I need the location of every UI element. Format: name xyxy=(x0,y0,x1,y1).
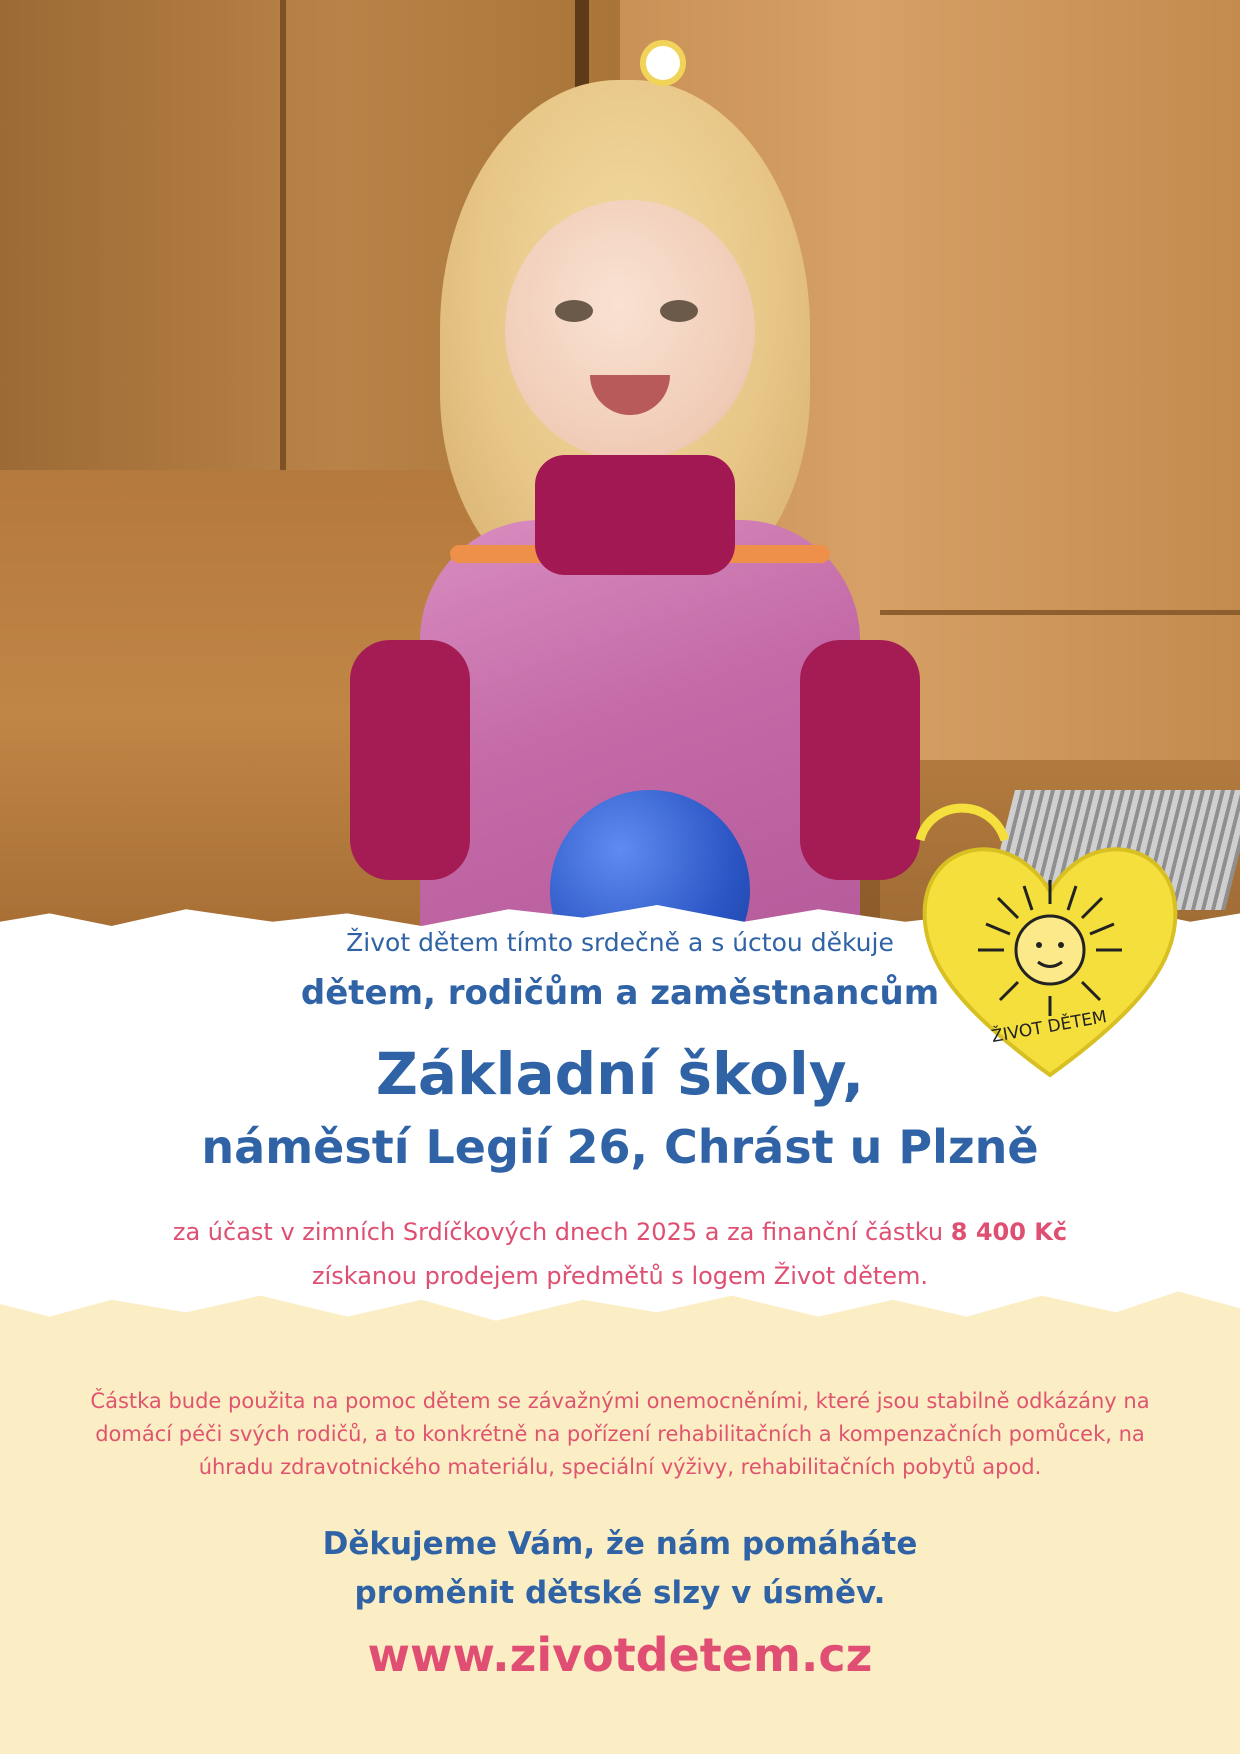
child-figure xyxy=(330,0,950,960)
closing-line-2: proměnit dětské slzy v úsměv. xyxy=(354,1575,886,1611)
closing-line-1: Děkujeme Vám, že nám pomáháte xyxy=(322,1526,918,1562)
logo-text: ŽIVOT DĚTEM xyxy=(989,1007,1109,1048)
thanks-line-1 xyxy=(0,1218,1240,1246)
recipients-text: dětem, rodičům a zaměstnancům xyxy=(300,973,940,1013)
school-address: náměstí Legií 26, Chrást u Plzně xyxy=(201,1120,1039,1174)
thanks-line-2: získanou prodejem předmětů s logem Život dětem. xyxy=(311,1262,929,1290)
child-sleeve-left xyxy=(350,640,470,880)
donation-amount: 8 400 Kč xyxy=(950,1218,1068,1246)
school-name: Základní školy, xyxy=(375,1040,865,1108)
thanks-prefix: za účast v zimních Srdíčkových dnech 2025 a za finanční částku xyxy=(172,1218,944,1246)
child-eye-right xyxy=(660,300,698,322)
website-link[interactable]: www.zivotdetem.cz xyxy=(367,1628,873,1682)
intro-text: Život dětem tímto srdečně a s úctou děkuje xyxy=(346,928,894,957)
closing-message xyxy=(0,1520,1240,1618)
child-face xyxy=(505,200,755,460)
usage-paragraph: Částka bude použita na pomoc dětem se závažnými onemocněními, které jsou stabilně odkázány na domácí péči svých rodičů, a to konkrétně na pořízení rehabilitačních a kompenzačních pomůcek, na úhradu zdravotnického materiálu, speciální výživy, rehabilitačních pobytů apod. xyxy=(90,1389,1150,1479)
cabinet-seam xyxy=(280,0,286,470)
child-turtleneck xyxy=(535,455,735,575)
child-eye-left xyxy=(555,300,593,322)
flower-hairclip xyxy=(640,40,686,86)
